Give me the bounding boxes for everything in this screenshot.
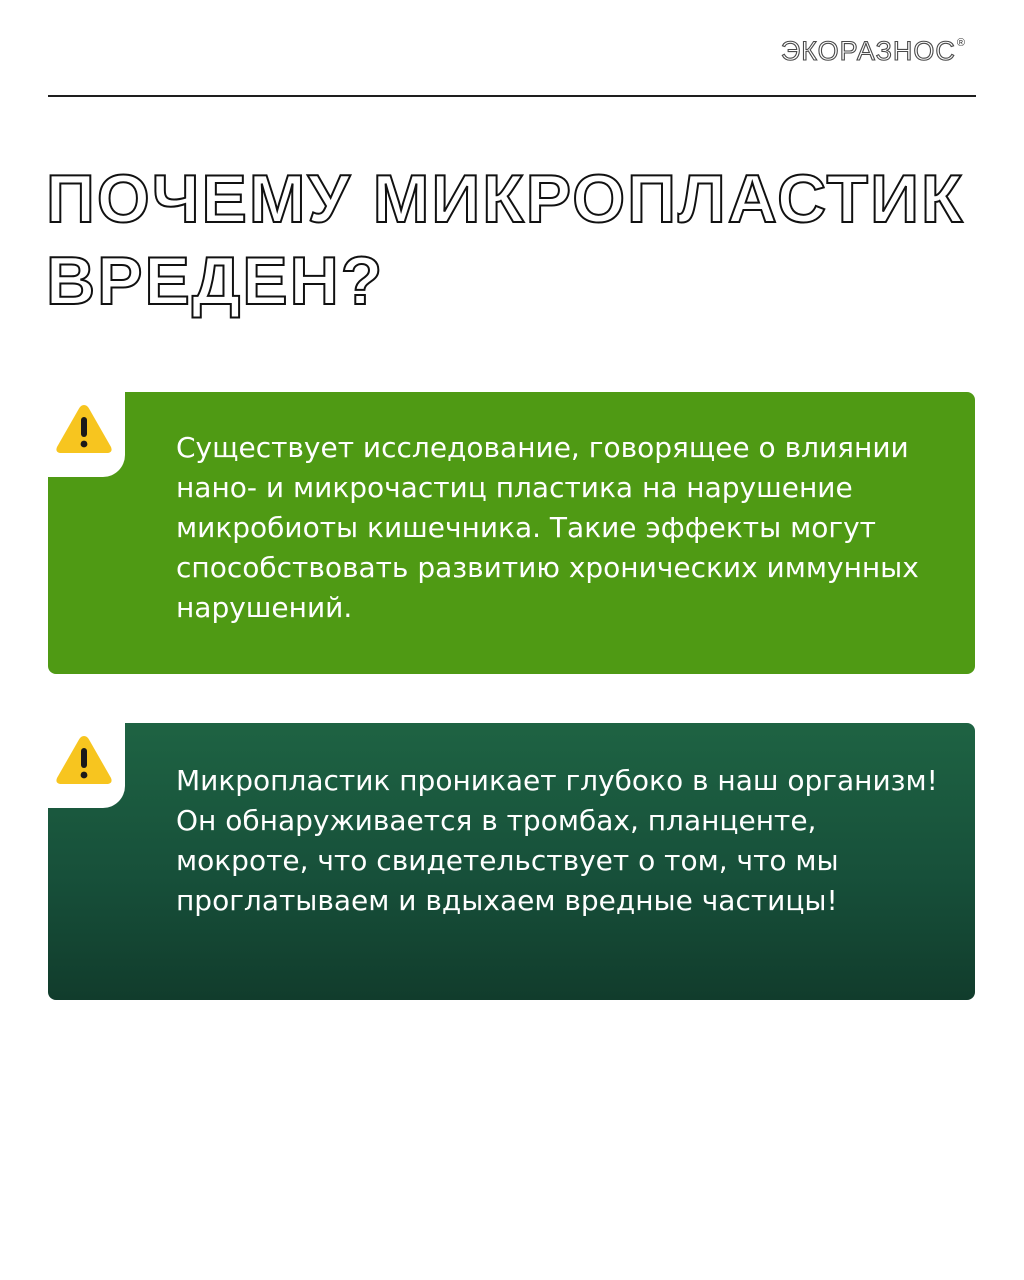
info-card-1 <box>48 392 975 674</box>
card-text: Существует исследование, говорящее о влиянии нано- и микрочастиц пластика на нарушение микробиоты кишечника. Такие эффекты могут способствовать развитию хронических иммунных нарушений. <box>176 431 919 624</box>
page-title <box>46 158 1006 322</box>
title-line-1: ПОЧЕМУ МИКРОПЛАСТИК <box>46 161 965 237</box>
title-line-2: ВРЕДЕН? <box>46 243 385 319</box>
registered-mark: ® <box>956 37 966 49</box>
brand-name: ЭКОРАЗНОС <box>780 36 956 66</box>
header-divider <box>48 95 976 97</box>
brand-logo <box>781 36 966 67</box>
card-text: Микропластик проникает глубоко в наш организм! Он обнаруживается в тромбах, планценте, мокроте, что свидетельствует о том, что мы проглатываем и вдыхаем вредные частицы! <box>176 764 938 917</box>
warning-icon <box>54 402 114 456</box>
info-card-2 <box>48 723 975 1000</box>
warning-icon <box>54 733 114 787</box>
